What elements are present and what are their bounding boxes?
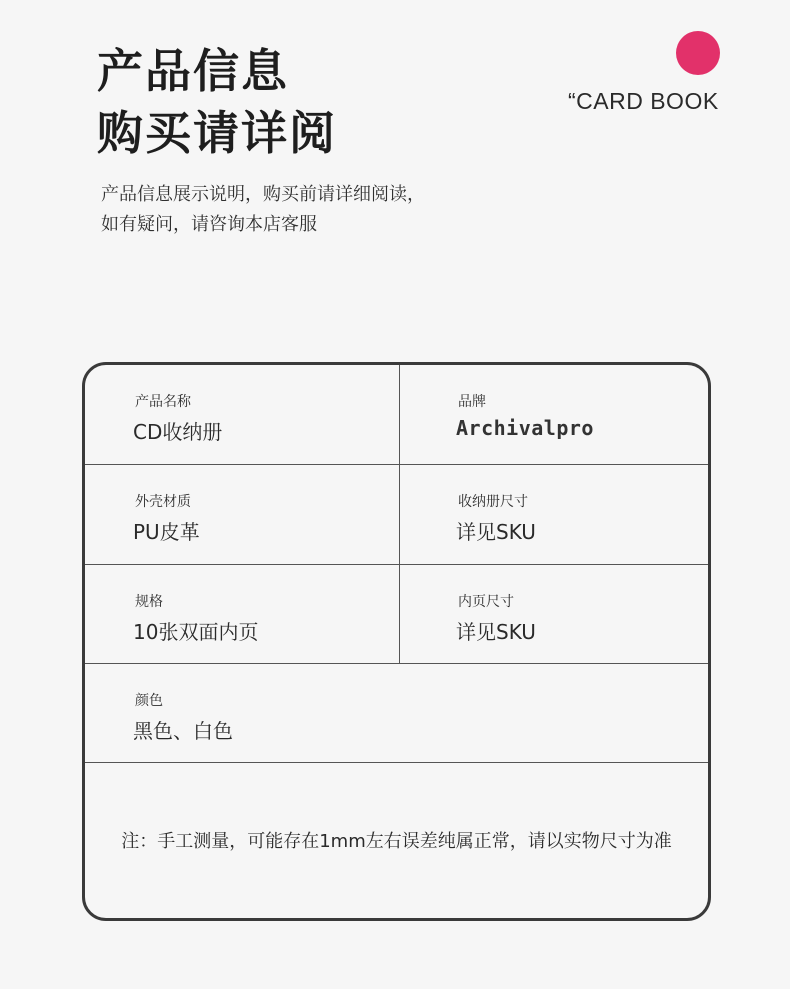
page-title bbox=[97, 40, 337, 164]
info-cell-album-size bbox=[400, 465, 708, 564]
description bbox=[101, 180, 425, 240]
product-info-table bbox=[82, 362, 711, 921]
info-row-name-brand bbox=[85, 365, 708, 465]
spec-label: 规格 bbox=[135, 594, 163, 610]
album-size-label: 收纳册尺寸 bbox=[458, 494, 528, 510]
spec-value: 10张双面内页 bbox=[133, 620, 259, 644]
material-value: PU皮革 bbox=[133, 520, 200, 544]
info-row-color bbox=[85, 664, 708, 763]
info-cell-product-name bbox=[85, 365, 400, 464]
description-line-2: 如有疑问，请咨询本店客服 bbox=[101, 214, 317, 235]
info-cell-material bbox=[85, 465, 400, 564]
card-book-label: “CARD BOOK bbox=[568, 88, 719, 114]
accent-dot-icon bbox=[676, 31, 720, 75]
info-cell-brand bbox=[400, 365, 708, 464]
info-cell-spec bbox=[85, 565, 400, 663]
page-size-value: 详见SKU bbox=[456, 620, 536, 644]
album-size-value: 详见SKU bbox=[456, 520, 536, 544]
color-value: 黑色、白色 bbox=[133, 719, 233, 743]
info-row-material-size bbox=[85, 465, 708, 565]
measurement-note: 注：手工测量，可能存在1mm左右误差纯属正常，请以实物尺寸为准 bbox=[121, 831, 672, 852]
brand-logo-value: Archivalpro bbox=[456, 416, 594, 440]
description-line-1: 产品信息展示说明，购买前请详细阅读， bbox=[101, 184, 425, 205]
title-line-2: 购买请详阅 bbox=[97, 106, 337, 160]
material-label: 外壳材质 bbox=[135, 494, 191, 510]
title-line-1: 产品信息 bbox=[97, 44, 289, 98]
info-row-spec-page-size bbox=[85, 565, 708, 664]
info-cell-color bbox=[85, 664, 708, 762]
brand-label: 品牌 bbox=[458, 394, 486, 410]
page-size-label: 内页尺寸 bbox=[458, 594, 514, 610]
info-cell-page-size bbox=[400, 565, 708, 663]
product-name-value: CD收纳册 bbox=[133, 420, 223, 444]
product-name-label: 产品名称 bbox=[135, 394, 191, 410]
color-label: 颜色 bbox=[135, 693, 163, 709]
